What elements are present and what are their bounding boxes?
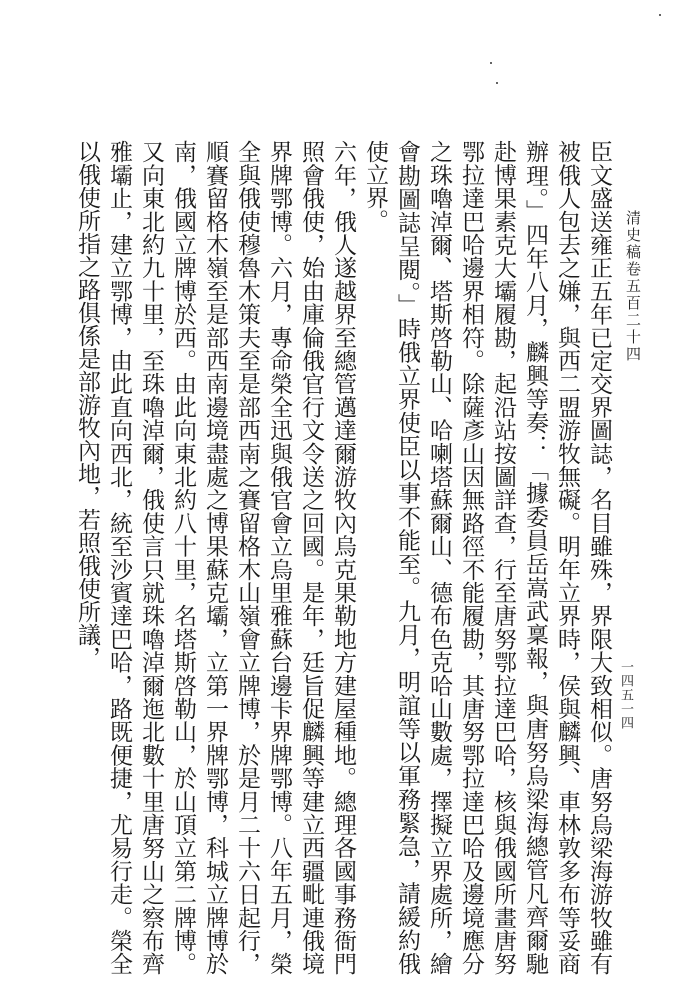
book-title-header: 清史稿卷五百二十四 [624, 210, 642, 363]
paragraph-1: 臣文盛送雍正五年已定交界圖誌，名目雖殊，界限大致相似。唐努烏梁海游牧雖有被俄人包去之嫌，與西二盟游牧無礙。明年立界時，侯與麟興、車林敦多布等妥商辦理。」四年八月，麟興等奏：「據委員岳嵩武稟報，與唐努烏梁海總管凡齊爾馳赴博果素克大壩履勘，起沿站按圖詳查，行至唐努鄂拉達巴哈，核與俄國所畫唐努鄂拉達巴哈邊界相符。除薩彥山因無路徑不能履勘，其唐努鄂拉達巴哈及邊境應分之珠嚕淖爾、塔斯啓勒山、哈喇塔蘇爾山、德布色克哈山數處，擇擬立界處所，繪會勘圖誌呈閱。」時俄立界使臣以事不能至。九月，明誼等以軍務緊急，請緩約俄使立界。 [362, 140, 612, 975]
page-number: 一四五一四 [618, 660, 633, 730]
scan-speck [496, 82, 498, 84]
main-text-block [74, 140, 615, 975]
paragraph-2: 六年，俄人遂越界至總管邁達爾游牧內烏克果勒地方建屋種地。總理各國事務衙門照會俄使，始由庫倫俄官行文令送之回國。是年，廷旨促麟興等建立西疆毗連俄境界牌鄂博。六月，專命榮全迅與俄官會立烏里雅蘇台邊卡界牌鄂博。八年五月，榮全與俄使穆魯木策夫至是部西南之賽留格木山嶺會立牌博，於是月二十六日起行，順賽留格木嶺至是部西南邊境盡處之博果蘇克壩，立第一界牌鄂博，科城立牌博於南，俄國立牌博於西。由此向東北約八十里，名塔斯啓勒山，於山頂立第二牌博。又向東北約九十里，至珠嚕淖爾，俄使言只就珠嚕淖爾迤北數十里唐努山之察布齊雅壩止，建立鄂博，由此直向西北，統至沙賓達巴哈，路既便捷，尤易行走。榮全以俄使所指之路俱係是部游牧內地，若照俄使所議， [74, 140, 356, 975]
scan-speck [490, 62, 492, 64]
scan-speck [659, 14, 661, 16]
